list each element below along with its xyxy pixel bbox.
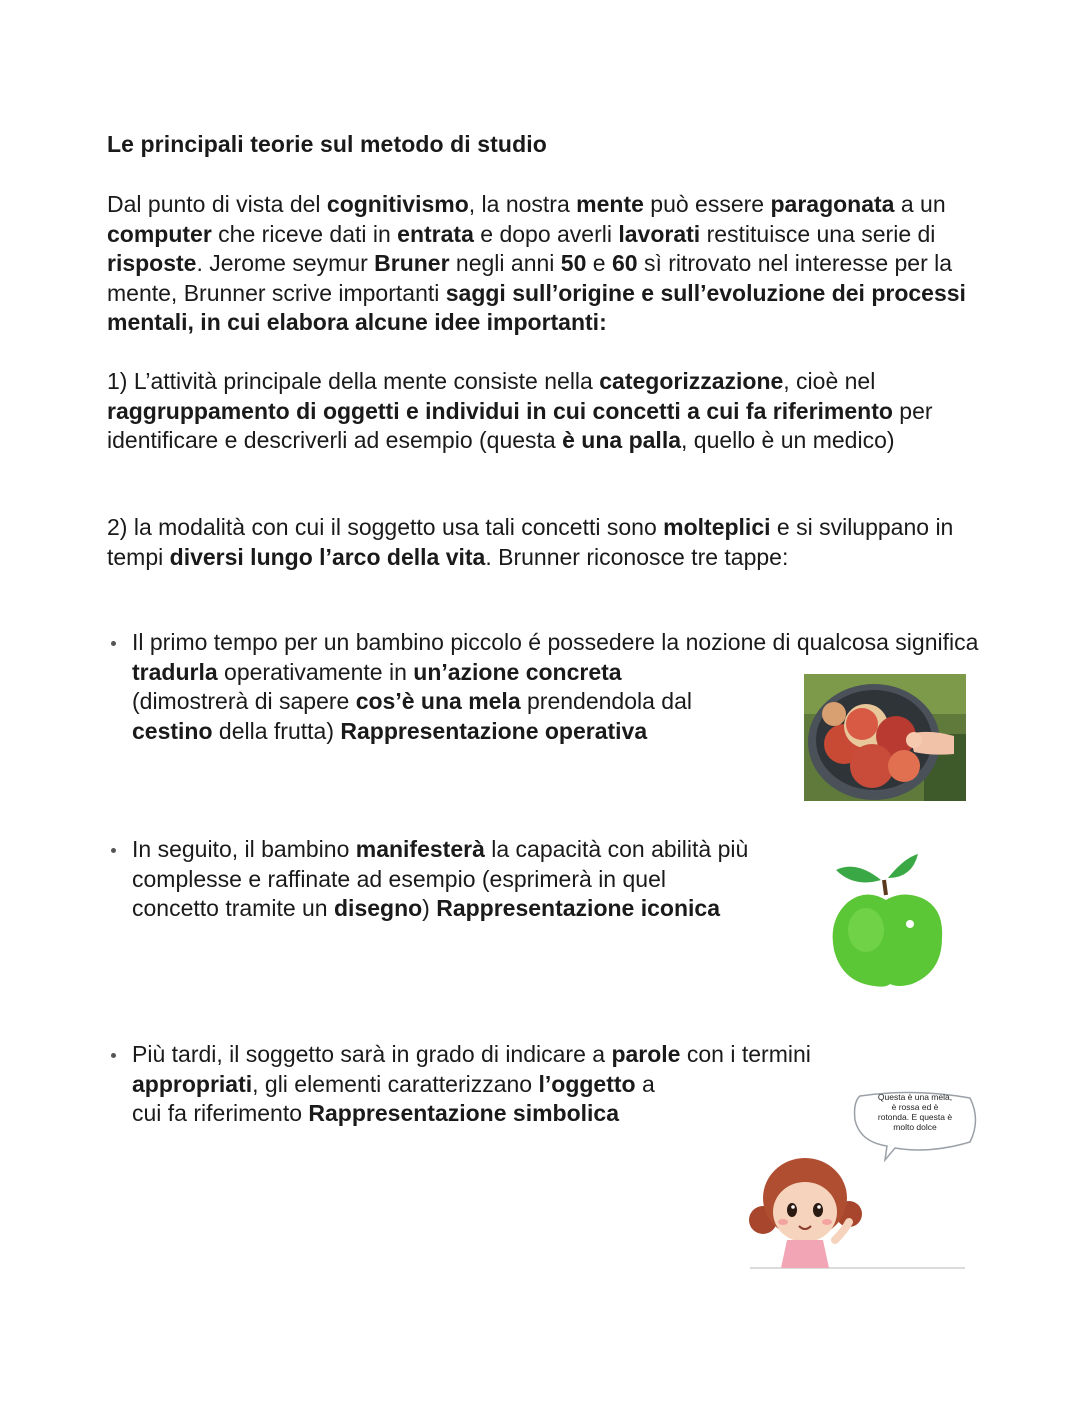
text-run: che riceve dati in xyxy=(211,220,398,247)
apples-photo-image xyxy=(804,674,966,801)
green-apple-image xyxy=(826,850,948,990)
text-run: a un xyxy=(894,191,946,217)
text-run: In seguito, il bambino xyxy=(132,836,356,862)
bold-text: Bruner xyxy=(374,250,450,276)
bold-text: mente xyxy=(576,191,644,217)
text-run: può essere xyxy=(643,191,771,217)
text-run: Più tardi, il soggetto sarà in grado di indicare a xyxy=(132,1041,612,1067)
text-run: (dimostrerà di sapere xyxy=(132,688,356,714)
text-run: e dopo averli xyxy=(473,220,619,247)
bold-text: appropriati xyxy=(132,1070,253,1097)
text-run: operativamente in xyxy=(217,658,414,685)
text-run: . Jerome seymur xyxy=(196,250,375,276)
page-title: Le principali teorie sul metodo di studio xyxy=(107,131,547,157)
bold-text: cestino xyxy=(132,717,213,744)
speech-bubble-text xyxy=(855,1092,975,1132)
bold-text: manifesterà xyxy=(355,836,485,862)
text-run: 2) la modalità con cui il soggetto usa tali concetti sono xyxy=(107,514,664,540)
bold-text: cognitivismo xyxy=(326,191,469,217)
speech-line: molto dolce xyxy=(893,1122,937,1132)
girl-speech-illustration xyxy=(745,1090,977,1270)
intro-paragraph xyxy=(107,190,987,338)
text-run: cui fa riferimento xyxy=(132,1100,309,1126)
speech-line: è rossa ed è xyxy=(891,1102,939,1112)
bold-text: parole xyxy=(611,1041,681,1067)
bold-text: 60 xyxy=(611,250,638,276)
bold-text: diversi lungo l’arco della vita xyxy=(169,543,486,570)
text-run: , la nostra xyxy=(468,191,577,217)
bold-text: un’azione concreta xyxy=(413,658,622,685)
point-2-paragraph xyxy=(107,513,987,572)
bold-text: Rappresentazione simbolica xyxy=(308,1100,619,1126)
text-run: concetto tramite un xyxy=(132,895,334,921)
bold-text: computer xyxy=(107,220,212,247)
text-run: della frutta) xyxy=(212,717,341,744)
text-run: a xyxy=(635,1070,655,1097)
speech-line: Questa è una mela, xyxy=(877,1092,953,1102)
bold-text: saggi sull’origine e sull’evoluzione dei processi mentali, in cui elabora alcune idee importanti: xyxy=(107,279,966,335)
text-run: ) xyxy=(422,895,437,921)
bold-text: 50 xyxy=(560,250,587,276)
bold-text: categorizzazione xyxy=(599,368,784,394)
text-run: per identificare e descriverli ad esempio (questa xyxy=(107,397,933,453)
bold-text: disegno xyxy=(334,895,423,921)
text-run: restituisce una serie di xyxy=(700,220,936,247)
text-run: , cioè nel xyxy=(783,368,876,394)
bold-text: cos’è una mela xyxy=(355,688,521,714)
text-run: e xyxy=(586,250,612,276)
text-run: 1) L’attività principale della mente consiste nella xyxy=(107,368,600,394)
text-run: complesse e raffinate ad esempio (esprimerà in quel xyxy=(132,865,666,892)
text-run: , quello è un medico) xyxy=(681,427,895,453)
apples-colander-photo xyxy=(804,674,966,801)
green-apple-drawing xyxy=(826,850,948,990)
text-run: Il primo tempo per un bambino piccolo é possedere la nozione di qualcosa significa xyxy=(132,629,979,655)
bold-text: Rappresentazione operativa xyxy=(340,717,648,744)
bold-text: paragonata xyxy=(770,191,895,217)
text-run: , gli elementi caratterizzano xyxy=(252,1070,539,1097)
bold-text: risposte xyxy=(107,250,197,276)
text-run: prendendola dal xyxy=(520,688,692,714)
text-run: . Brunner riconosce tre tappe: xyxy=(485,543,789,570)
text-run: Dal punto di vista del xyxy=(107,191,327,217)
point-1-paragraph xyxy=(107,367,987,456)
text-run: sì ritrovato nel interesse per la mente, Brunner scrive importanti xyxy=(107,250,953,306)
bold-text: entrata xyxy=(397,220,474,247)
bold-text: tradurla xyxy=(132,658,218,685)
text-run: la capacità con abilità più xyxy=(484,836,749,862)
bold-text: molteplici xyxy=(663,514,771,540)
bold-text: Rappresentazione iconica xyxy=(436,895,720,921)
speech-line: rotonda. E questa è xyxy=(877,1112,953,1122)
bold-text: è una palla xyxy=(562,427,681,453)
bold-text: raggruppamento di oggetti e individui in cui concetti a cui fa riferimento xyxy=(107,397,893,424)
text-run: con i termini xyxy=(680,1041,811,1067)
bold-text: l’oggetto xyxy=(538,1070,636,1097)
bold-text: lavorati xyxy=(618,220,701,247)
text-run: negli anni xyxy=(449,250,561,276)
text-run: e si sviluppano in tempi xyxy=(107,514,954,570)
